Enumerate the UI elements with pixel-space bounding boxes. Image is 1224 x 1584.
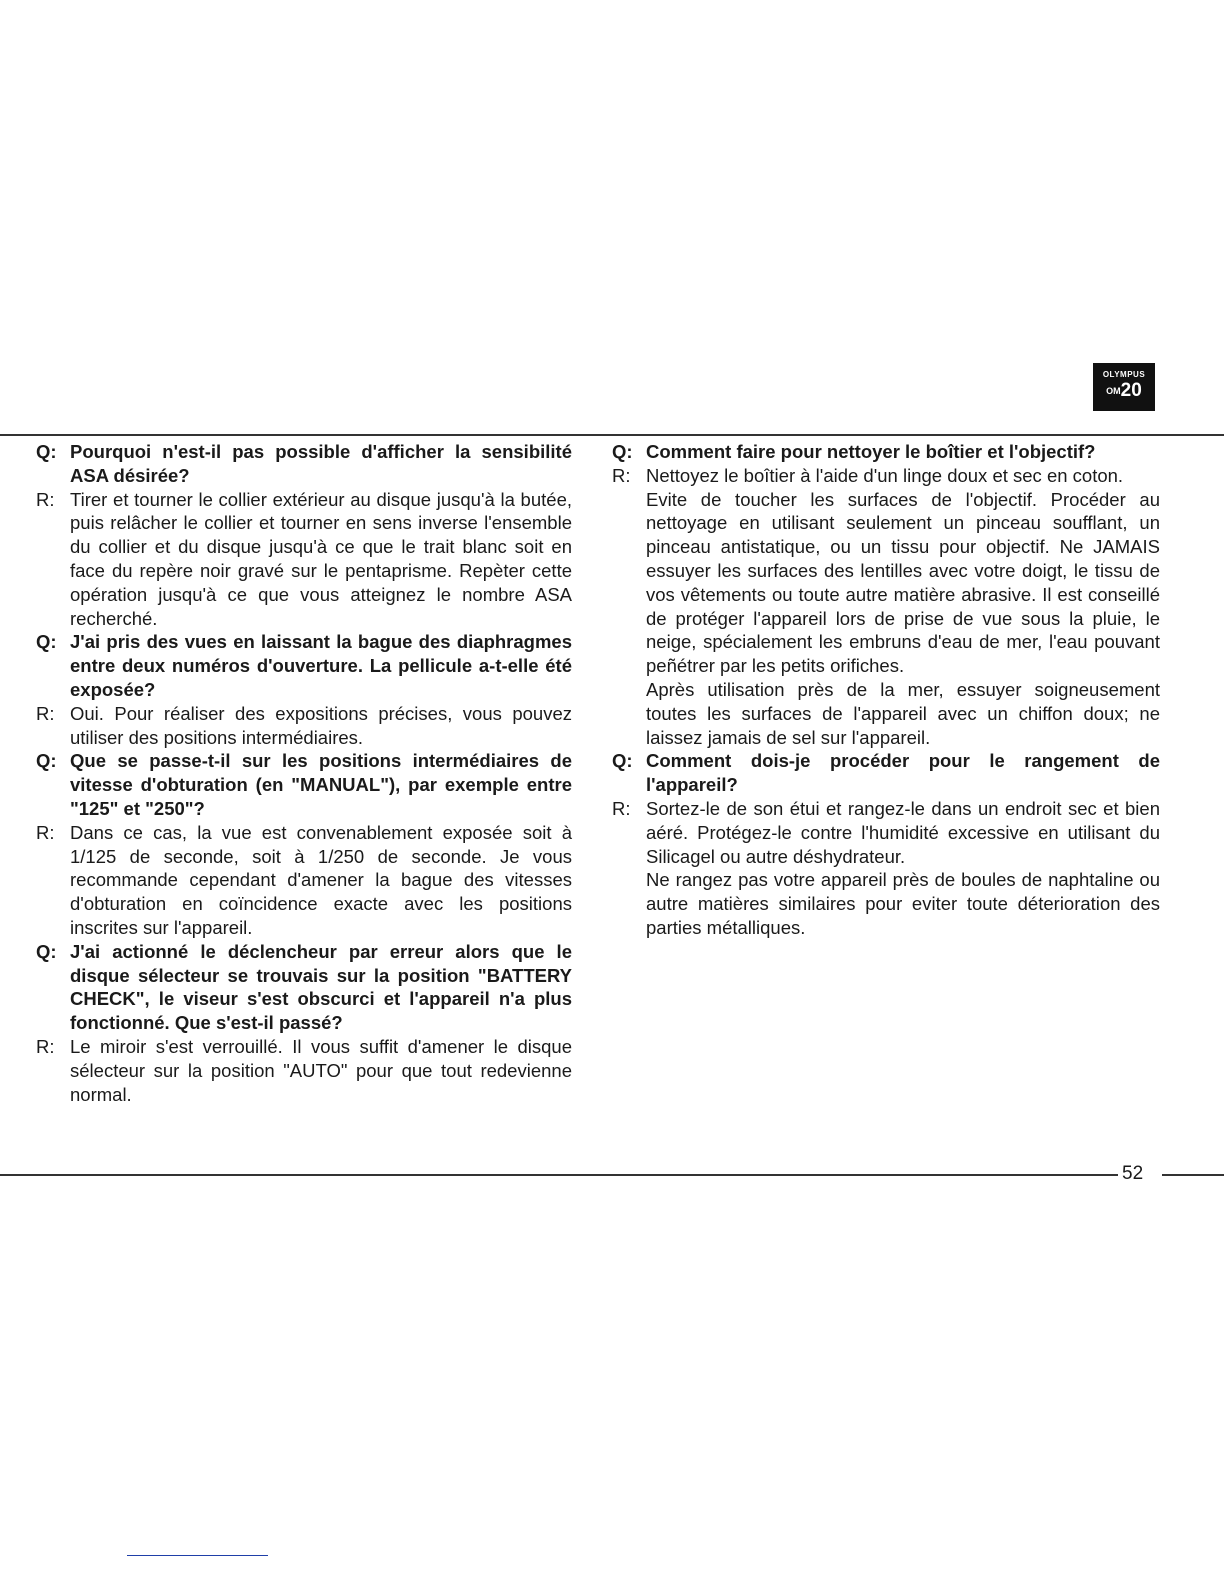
right-column (612, 440, 1160, 940)
question-text (646, 749, 1160, 797)
answer-label: R: (612, 797, 631, 819)
answer-block (612, 797, 1160, 940)
answer-block (36, 821, 572, 940)
paragraph: Le miroir s'est verrouillé. Il vous suffit d'amener le disque sélecteur sur la position "AUTO" pour que tout redevienne normal. (70, 1035, 572, 1105)
paragraph: Dans ce cas, la vue est convenablement exposée soit à 1/125 de seconde, soit à 1/250 de seconde. Je vous recommande cependant d'amener la bague des vitesses d'obturation en coïncidence exacte avec les positions inscrites sur l'appareil. (70, 821, 572, 938)
answer-text (70, 1035, 572, 1106)
answer-text (70, 488, 572, 631)
top-divider (0, 434, 1224, 436)
answer-label: R: (36, 488, 55, 510)
answer-block (36, 1035, 572, 1106)
question-label: Q: (36, 441, 57, 462)
answer-block (612, 464, 1160, 750)
answer-label: R: (612, 464, 631, 486)
page-number: 52 (1122, 1163, 1144, 1184)
paragraph: Ne rangez pas votre appareil près de boules de naphtaline ou autre matières similaires pour eviter toute déterioration des parties métalliques. (646, 869, 1160, 938)
answer-text (70, 702, 572, 750)
question-label: Q: (36, 940, 57, 962)
bottom-divider-right (1162, 1174, 1224, 1176)
paragraph: Pourquoi n'est-il pas possible d'afficher la sensibilité ASA désirée? (70, 441, 572, 486)
question-label: Q: (36, 750, 57, 772)
question-text (646, 440, 1160, 464)
answer-text (646, 464, 1160, 750)
question-text (70, 440, 572, 488)
paragraph: Après utilisation près de la mer, essuyer soigneusement toutes les surfaces de l'appareil avec un chiffon doux; ne laissez jamais de sel sur l'appareil. (646, 678, 1160, 748)
answer-block (36, 488, 572, 631)
question-label: Q: (612, 750, 633, 772)
paragraph: Oui. Pour réaliser des expositions précises, vous pouvez utiliser des positions intermédiaires. (70, 702, 572, 748)
brand-logo (1093, 363, 1155, 411)
answer-text (70, 821, 572, 940)
logo-model (1093, 380, 1155, 402)
question-text (70, 940, 572, 1035)
answer-block (36, 702, 572, 750)
paragraph: Sortez-le de son étui et rangez-le dans un endroit sec et bien aéré. Protégez-le contre l'humidité excessive en utilisant du Silicagel ou autre déshydrateur. (646, 797, 1160, 867)
paragraph: Comment dois-je procéder pour le rangement de l'appareil? (646, 750, 1160, 796)
paragraph: Comment faire pour nettoyer le boîtier et l'objectif? (646, 441, 1096, 462)
logo-model-prefix: OM (1106, 386, 1121, 396)
question-block (36, 749, 572, 820)
question-block (612, 749, 1160, 797)
question-label: Q: (36, 631, 57, 653)
paragraph: Tirer et tourner le collier extérieur au disque jusqu'à la butée, puis relâcher le collier et tourner en sens inverse l'ensemble du collier et du disque jusqu'à ce que le trait blanc soit en face du repère noir gravé sur le pentaprisme. Repèter cette opération jusqu'à ce que vous atteignez le nombre ASA recherché. (70, 488, 572, 629)
scan-line-mark (127, 1555, 268, 1556)
left-column (36, 440, 572, 1106)
question-text (70, 749, 572, 820)
paragraph: Que se passe-t-il sur les positions intermédiaires de vitesse d'obturation (en "MANUAL"), par exemple entre "125" et "250"? (70, 750, 572, 819)
bottom-divider (0, 1174, 1118, 1176)
answer-label: R: (36, 821, 55, 843)
question-block (36, 940, 572, 1035)
paragraph: J'ai pris des vues en laissant la bague des diaphragmes entre deux numéros d'ouverture. La pellicule a-t-elle été exposée? (70, 631, 572, 700)
question-label: Q: (612, 441, 633, 462)
paragraph: J'ai actionné le déclencheur par erreur alors que le disque sélecteur se trouvais sur la position "BATTERY CHECK", le viseur s'est obscurci et l'appareil n'a plus fonctionné. Que s'est-il passé? (70, 940, 572, 1034)
question-block (36, 440, 572, 488)
paragraph: Nettoyez le boîtier à l'aide d'un linge doux et sec en coton. (646, 464, 1124, 486)
logo-brand-text: OLYMPUS (1102, 370, 1146, 379)
answer-text (646, 797, 1160, 940)
question-text (70, 630, 572, 701)
question-block (612, 440, 1160, 464)
answer-label: R: (36, 1035, 55, 1057)
paragraph: Evite de toucher les surfaces de l'objectif. Procéder au nettoyage en utilisant seulement un pinceau soufflant, un pinceau antistatique, ou un tissu pour objectif. Ne JAMAIS essuyer les surfaces des lentilles avec votre doigt, le tissu de vos vêtements ou toute autre matière abrasive. Il est conseillé de protéger l'appareil lors de prise de vue sous la pluie, le neige, spécialement les embruns d'eau de mer, l'eau pouvant peñétrer par les petits orifiches. (646, 488, 1160, 677)
question-block (36, 630, 572, 701)
logo-model-number: 20 (1120, 380, 1142, 401)
answer-label: R: (36, 702, 55, 724)
